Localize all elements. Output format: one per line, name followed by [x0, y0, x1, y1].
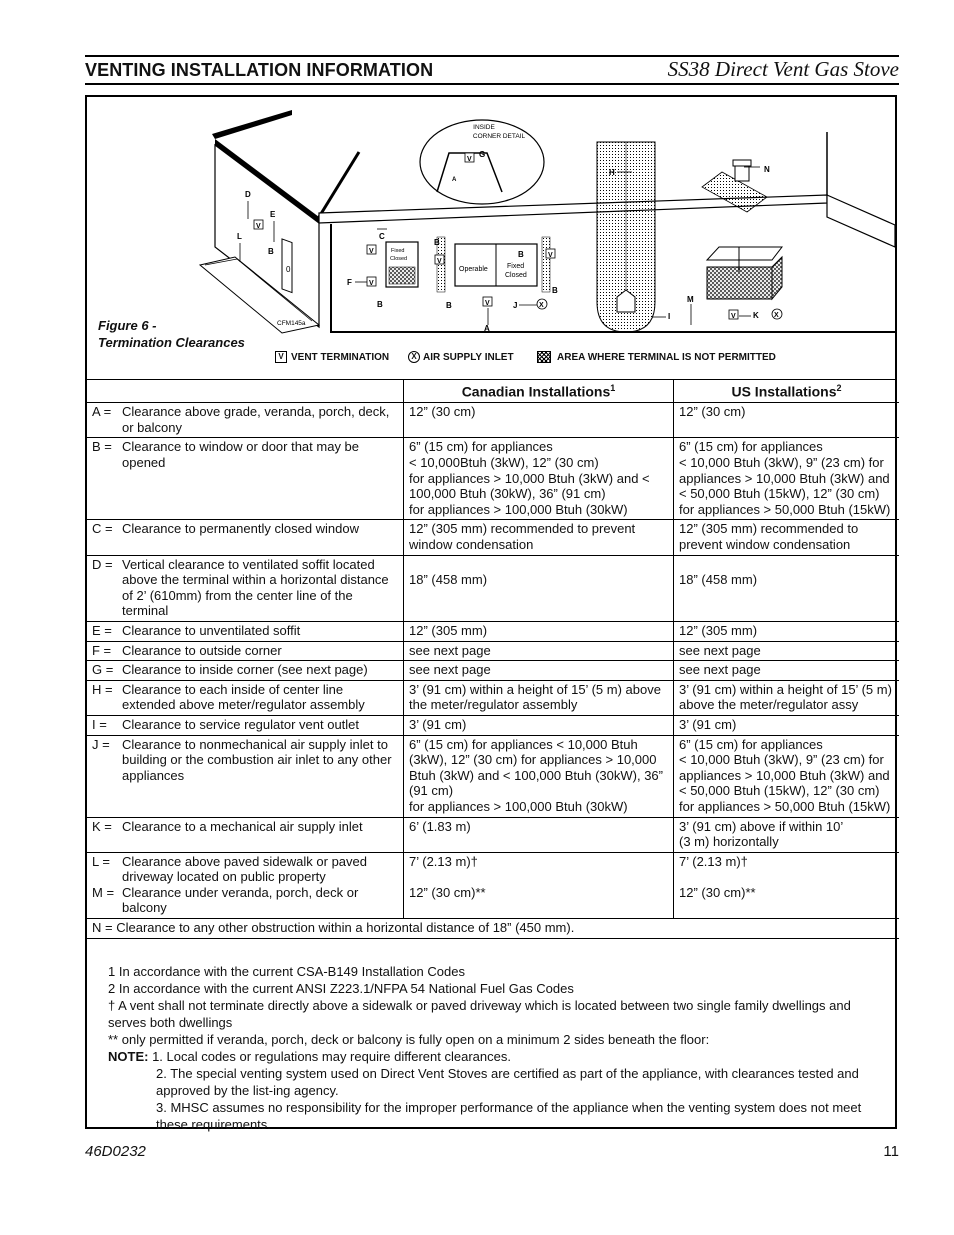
window-closed2-label: Closed: [505, 272, 527, 279]
note-1: NOTE: 1. Local codes or regulations may require different clearances.: [108, 1049, 511, 1064]
vent-marker: V: [467, 156, 472, 163]
table-row: [87, 852, 899, 918]
window-closed-label: Closed: [390, 256, 408, 262]
us-value: [674, 852, 900, 918]
clearance-key: M =: [92, 884, 115, 900]
us-value: see next page: [674, 641, 900, 661]
clearance-key: I =: [92, 716, 107, 732]
clearance-description: [87, 403, 404, 438]
table-row: [87, 817, 899, 852]
vent-marker: V: [369, 280, 374, 287]
vent-marker: V: [437, 258, 442, 265]
svg-text:B: B: [552, 286, 558, 295]
clearance-key: H =: [92, 681, 113, 697]
svg-text:I: I: [668, 312, 671, 321]
table-row: [87, 621, 899, 641]
us-value: 6” (15 cm) for appliances < 10,000 Btuh (3kW), 9” (23 cm) for appliances > 10,000 Btuh (3kW) and < 50,000 Btuh (15kW), 12” (30 cm) for appliances > 50,000 Btuh (15kW): [674, 735, 900, 817]
footnote-2: 2 In accordance with the current ANSI Z223.1/NFPA 54 National Fuel Gas Codes: [108, 981, 574, 996]
product-title: SS38 Direct Vent Gas Stove: [667, 57, 899, 81]
air-inlet-marker: X: [774, 312, 779, 319]
svg-text:B: B: [446, 301, 452, 310]
svg-text:F: F: [347, 278, 352, 287]
note-2: 2. The special venting system used on Direct Vent Stoves are certified as part of the appliance, with clearances tested and approved by the list-ing agency.: [156, 1066, 859, 1098]
us-value: 3’ (91 cm): [674, 715, 900, 735]
canadian-value: 18” (458 mm): [404, 555, 674, 621]
table-row: [87, 919, 899, 939]
clearance-description: [87, 735, 404, 817]
inside-corner-label-1: INSIDE: [473, 124, 495, 131]
vent-marker: V: [256, 223, 261, 230]
clearance-description: [87, 817, 404, 852]
canadian-value: 12” (30 cm): [404, 403, 674, 438]
svg-text:E: E: [270, 210, 276, 219]
svg-text:N: N: [764, 165, 770, 174]
svg-text:K: K: [753, 311, 759, 320]
canadian-value: 12” (305 mm) recommended to prevent window condensation: [404, 520, 674, 555]
us-value: 3’ (91 cm) above if within 10’ (3 m) horizontally: [674, 817, 900, 852]
clearance-text: Clearance to window or door that may be opened: [122, 439, 360, 471]
us-value-l: 7’ (2.13 m)†: [679, 853, 748, 869]
clearance-key: G =: [92, 662, 114, 678]
svg-text:A: A: [484, 324, 490, 333]
canadian-value: 6’ (1.83 m): [404, 817, 674, 852]
clearance-key: A =: [92, 404, 112, 420]
drawing-code: CFM145a: [277, 320, 306, 327]
clearance-text: Clearance to each inside of center line extended above meter/regulator assembly: [122, 681, 365, 713]
clearance-key: E =: [92, 622, 112, 638]
clearance-description: [87, 852, 404, 918]
clearance-key: J =: [92, 736, 110, 752]
vent-marker: V: [731, 313, 736, 320]
window-fixed-label: Fixed: [391, 248, 405, 254]
canadian-value: [404, 852, 674, 918]
svg-text:D: D: [245, 190, 251, 199]
canadian-header: Canadian Installations$^1$: [404, 379, 674, 403]
clearance-description: [87, 438, 404, 520]
svg-text:H: H: [609, 168, 615, 177]
clearance-description: [87, 715, 404, 735]
svg-text:C: C: [379, 232, 385, 241]
us-header: US Installations$^2$: [674, 379, 900, 403]
svg-text:0: 0: [286, 265, 291, 274]
clearance-description: [87, 680, 404, 715]
us-value-m: 12” (30 cm)**: [679, 884, 756, 900]
clearance-description: [87, 641, 404, 661]
vent-marker: V: [485, 300, 490, 307]
canadian-value: 6” (15 cm) for appliances < 10,000 Btuh (3kW), 12” (30 cm) for appliances > 10,000 Btuh (3kW) and < 100,000 Btuh (30kW), 36” (91 cm) for appliances > 100,000 Btuh (30kW): [404, 735, 674, 817]
clearance-key: F =: [92, 642, 112, 658]
us-value: 12” (30 cm): [674, 403, 900, 438]
svg-text:L: L: [237, 232, 242, 241]
vent-termination-icon: V: [275, 351, 287, 363]
clearance-key: B =: [92, 439, 112, 455]
canadian-value-m: 12” (30 cm)**: [409, 884, 486, 900]
us-value: 12” (305 mm) recommended to prevent window condensation: [674, 520, 900, 555]
canadian-value: 3’ (91 cm): [404, 715, 674, 735]
clearance-text: Clearance to service regulator vent outlet: [122, 716, 360, 732]
air-supply-inlet-icon: X: [408, 351, 420, 363]
table-row: [87, 735, 899, 817]
clearance-description: [87, 661, 404, 681]
us-value: 6” (15 cm) for appliances < 10,000 Btuh (3kW), 9” (23 cm) for appliances > 10,000 Btuh (3kW) and < 50,000 Btuh (15kW), 12” (30 cm) for appliances > 50,000 Btuh (15kW): [674, 438, 900, 520]
clearance-text: Clearance above paved sidewalk or paved driveway located on public property: [122, 853, 367, 885]
inside-corner-label-2: CORNER DETAIL: [472, 133, 526, 140]
clearance-n: N = Clearance to any other obstruction within a horizontal distance of 18” (450 mm).: [87, 919, 899, 939]
clearance-key: K =: [92, 818, 112, 834]
clearance-text: Clearance to outside corner: [122, 642, 282, 658]
figure-caption: Figure 6 - Termination Clearances: [98, 318, 245, 350]
footnote-1: 1 In accordance with the current CSA-B149 Installation Codes: [108, 964, 465, 979]
footnote-dagger: † A vent shall not terminate directly above a sidewalk or paved driveway which is located between two single family dwellings and serves both dwellings: [108, 998, 851, 1030]
table-row: [87, 438, 899, 520]
us-value: 3’ (91 cm) within a height of 15’ (5 m) above the meter/regulator assy: [674, 680, 900, 715]
clearance-key: C =: [92, 521, 113, 537]
svg-text:A: A: [452, 177, 457, 183]
content-frame: [85, 95, 897, 1132]
window-fixed2-label: Fixed: [507, 263, 525, 270]
vent-marker: V: [548, 252, 553, 259]
legend-vent-termination: V VENT TERMINATION: [275, 351, 389, 363]
svg-text:J: J: [513, 301, 518, 310]
footnote-double-star: ** only permitted if veranda, porch, deck or balcony is fully open on a minimum 2 sides beneath the floor:: [108, 1032, 710, 1047]
table-row: [87, 715, 899, 735]
table-row: [87, 680, 899, 715]
clearance-text: Clearance to nonmechanical air supply inlet to building or the combustion air inlet to any other appliances: [122, 736, 392, 783]
canadian-value: see next page: [404, 641, 674, 661]
clearance-key: D =: [92, 556, 113, 572]
clearance-text: Clearance under veranda, porch, deck or balcony: [122, 884, 359, 916]
clearance-key: L =: [92, 853, 110, 869]
legend-not-permitted: AREA WHERE TERMINAL IS NOT PERMITTED: [537, 351, 776, 363]
termination-clearances-figure: [87, 97, 895, 380]
footnotes: [87, 963, 895, 1133]
canadian-value: 3’ (91 cm) within a height of 15’ (5 m) above the meter/regulator assembly: [404, 680, 674, 715]
table-row: [87, 520, 899, 555]
canadian-value: see next page: [404, 661, 674, 681]
canadian-value: 6” (15 cm) for appliances < 10,000Btuh (3kW), 12” (30 cm) for appliances > 10,000 Btuh (3kW) and < 100,000 Btuh (30kW), 36” (91 cm) for appliances > 100,000 Btuh (30kW): [404, 438, 674, 520]
canadian-value: 12” (305 mm): [404, 621, 674, 641]
clearance-text: Clearance above grade, veranda, porch, deck, or balcony: [122, 404, 390, 435]
table-row: [87, 555, 899, 621]
note-3: 3. MHSC assumes no responsibility for the improper performance of the appliance when the venting system does not meet these requirements.: [156, 1100, 862, 1132]
document-number: 46D0232: [85, 1143, 146, 1160]
clearance-text: Clearance to a mechanical air supply inlet: [122, 818, 363, 834]
table-row: [87, 661, 899, 681]
clearance-description: [87, 621, 404, 641]
page-header: [85, 55, 899, 85]
svg-text:G: G: [479, 150, 486, 159]
blank-header: [87, 379, 404, 403]
svg-text:B: B: [377, 300, 383, 309]
clearance-table: [87, 379, 899, 939]
vent-marker: V: [369, 248, 374, 255]
clearance-text: Clearance to permanently closed window: [122, 521, 360, 537]
clearance-description: [87, 555, 404, 621]
canadian-value-l: 7’ (2.13 m)†: [409, 853, 478, 869]
svg-text:B: B: [268, 247, 274, 256]
svg-text:B: B: [434, 238, 440, 247]
hatched-area-icon: [537, 351, 551, 363]
svg-text:B: B: [518, 250, 524, 259]
clearance-text: Vertical clearance to ventilated soffit located above the terminal within a horizontal distance of 2’ (610mm) from the center line of the terminal: [122, 556, 389, 619]
section-title: VENTING INSTALLATION INFORMATION: [85, 60, 434, 80]
us-value: 18” (458 mm): [674, 555, 900, 621]
table-row: [87, 403, 899, 438]
window-operable-label: Operable: [459, 266, 488, 273]
clearance-text: Clearance to unventilated soffit: [122, 622, 301, 638]
air-inlet-marker: X: [539, 302, 544, 309]
legend-air-supply-inlet: X AIR SUPPLY INLET: [408, 351, 514, 363]
us-value: see next page: [674, 661, 900, 681]
clearance-text: Clearance to inside corner (see next page): [122, 662, 368, 678]
clearance-description: [87, 520, 404, 555]
table-row: [87, 641, 899, 661]
us-value: 12” (305 mm): [674, 621, 900, 641]
svg-text:M: M: [687, 295, 694, 304]
page-number: 11: [883, 1143, 899, 1160]
